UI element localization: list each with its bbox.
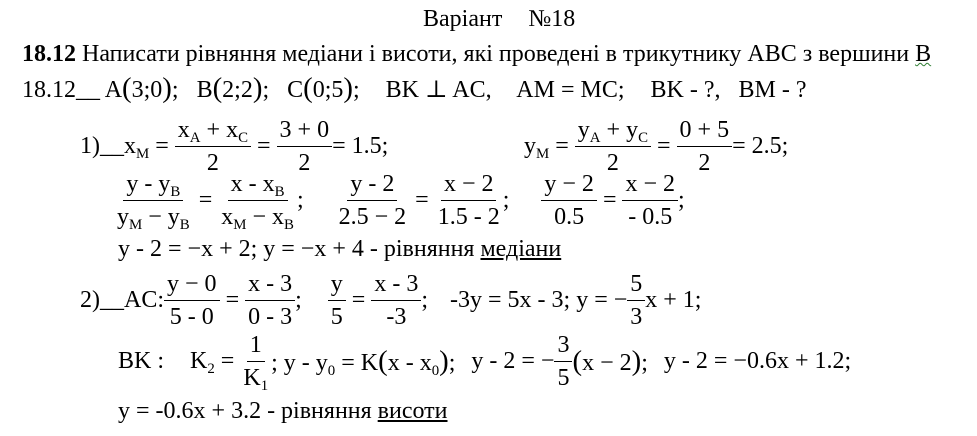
height-word: висоти [377,398,448,424]
point-b: B(2;2); [196,72,270,104]
bk-slope-fraction: $\frac{3}{5}$ [554,333,572,390]
line-y-fraction: $\frac{y - y_B}{y_M - y_B}$ [117,171,190,234]
perpendicular-condition: BK ⊥ AC, [385,77,492,103]
k2-lhs: $K_2$ [190,348,215,378]
xm-result: = 1.5; [332,133,389,159]
height-result [118,398,448,425]
point-slope-formula: ; $y - y_0 = K(x - x_0)$; [271,345,456,380]
line-x-fraction: $\frac{x - x_B}{x_M - x_B}$ [221,171,294,234]
bk-label: BK : [118,348,165,374]
median-equation: y - 2 = −x + 2; y = −x + 4 - рівняння [118,236,481,262]
ym-result: = 2.5; [732,133,789,159]
problem-number: 18.12 [22,41,76,67]
ac-slope-fraction: $\frac{5}{3}$ [627,272,645,329]
problem-text: Написати рівняння медіани і висоти, які проведені в трикутнику ABC з вершини [82,41,916,67]
ac-equation-tail: x + 1; [645,287,702,313]
median-line-equation: $\frac{y - y_B}{y_M - y_B}$ = $\frac{x - x_B}{x_M - x_B}$ ; $\frac{y - 2}{2.5 - 2}$ = $\frac{x - 2}{1.5 - 2}$ ; $\frac{y - 2}{0.5}$ = $\frac{x - 2}{- 0.5}$ ; [114,172,685,229]
bk-step-prefix: y - 2 = − [471,348,555,374]
median-x-fraction: $\frac{x - 2}{1.5 - 2}$ [437,171,500,230]
ac-y-fraction: $\frac{y - 0}{5 - 0}$ [164,272,220,329]
problem-statement [22,41,931,68]
page-title [423,6,575,33]
xm-general-fraction: $\frac{x_A + x_C}{2}$ [175,118,251,175]
bk-step-paren: (x − 2); [572,345,648,377]
k2-fraction: $\frac{1}{K_1}$ [243,332,269,395]
height-equation: y = -0.6x + 3.2 - рівняння [118,398,378,424]
variant-number: №18 [528,6,576,32]
part2-label: 2)__ [80,287,124,313]
given-line [22,72,807,105]
xm-formula: 1)__ $x_M$ = $\frac{x_A + x_C}{2}$ = $\frac{3 + 0}{2}$ = 1.5; [80,117,389,176]
equal-condition: AM = MC; [516,77,625,103]
ym-formula: $y_M$ = $\frac{y_A + y_C}{2}$ = $\frac{0 + 5}{2}$ = 2.5; [524,117,789,176]
ac-line-equation: 2)__ AC: $\frac{y - 0}{5 - 0}$ = $\frac{x - 3}{0 - 3}$ ; $\frac{y}{5}$ = $\frac{x - 3}{-3}$ ; -3y = 5x - 3; y = − $\frac{5}{3}$ x + 1; [80,271,702,330]
xm-lhs: $x_M$ [124,133,150,163]
ac-label: AC: [124,287,165,313]
bk-step-result: y - 2 = −0.6x + 1.2; [663,348,852,374]
ac-y-simplified: $\frac{y}{5}$ [328,272,346,329]
median-x-simplified: $\frac{x - 2}{- 0.5}$ [622,172,678,229]
median-result [118,236,561,263]
point-c: C(0;5); [287,72,360,104]
find-bk: BK - ?, [650,77,721,103]
xm-numeric-fraction: $\frac{3 + 0}{2}$ [277,118,333,175]
variant-label: Варіант [423,6,503,32]
point-a: A(3;0); [104,72,179,104]
bk-line-equation: BK : $K_2$ = $\frac{1}{K_1}$ ; $y - y_0 = K(x - x_0)$; y - 2 = − $\frac{3}{5}$ (x − 2); y - 2 = −0.6x + 1.2; [118,332,852,395]
ym-numeric-fraction: $\frac{0 + 5}{2}$ [677,118,733,175]
ac-equation: -3y = 5x - 3; y = − [450,287,628,313]
ym-general-fraction: $\frac{y_A + y_C}{2}$ [575,118,651,175]
ac-x-fraction: $\frac{x - 3}{0 - 3}$ [245,272,295,329]
part1-label: 1)__ [80,133,124,159]
ym-lhs: $y_M$ [524,133,550,163]
median-y-simplified: $\frac{y - 2}{0.5}$ [541,172,597,229]
ac-x-simplified: $\frac{x - 3}{-3}$ [371,272,421,329]
given-number: 18.12 [22,77,76,103]
median-y-fraction: $\frac{y - 2}{2.5 - 2}$ [338,171,407,230]
problem-last-word: B [915,41,932,67]
median-word: медіани [480,236,562,262]
given-blank: __ [76,77,100,103]
find-bm: BM - ? [738,77,807,103]
